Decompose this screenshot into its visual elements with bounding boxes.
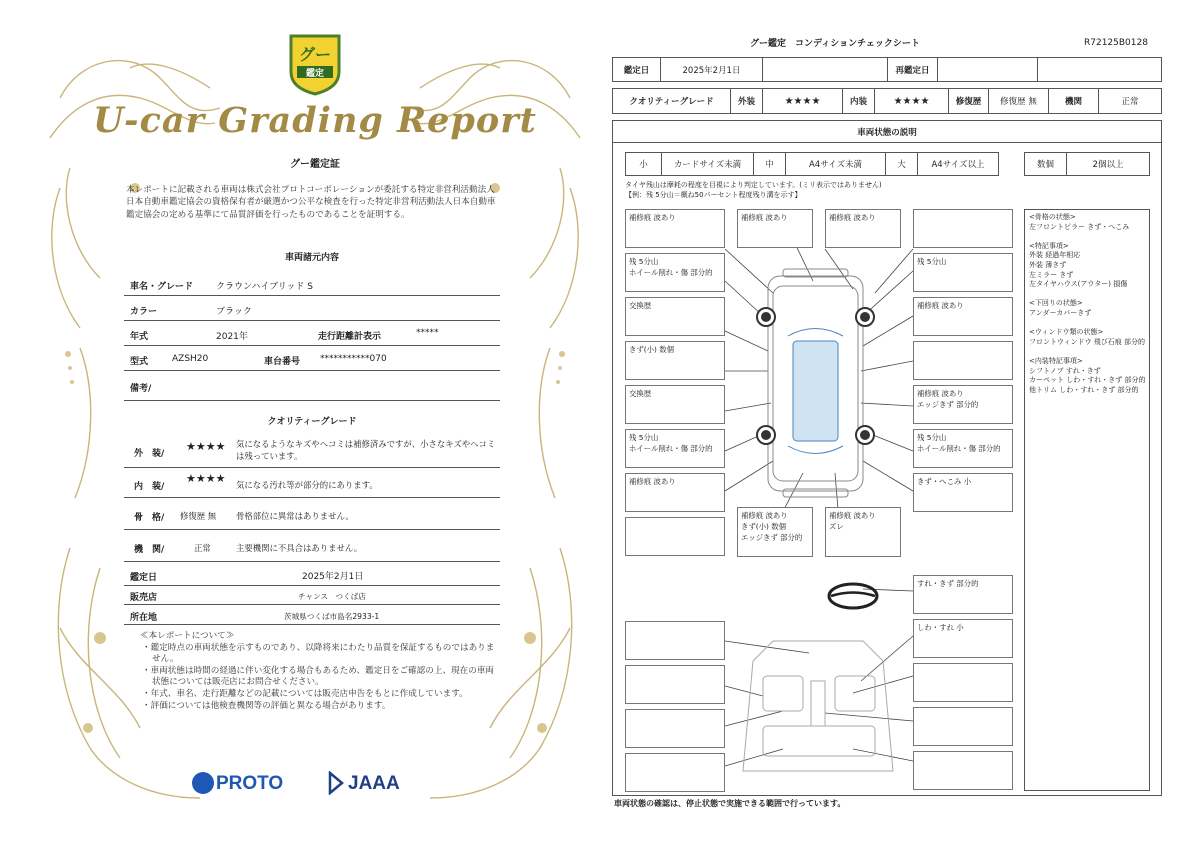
size-large: 大	[886, 153, 918, 175]
frame-text: 骨格部位に異常はありません。	[236, 511, 354, 521]
quality-grade-bar	[612, 88, 1162, 114]
size-small: 小	[626, 153, 662, 175]
appraisal-date-row	[124, 562, 500, 586]
sheet-title: グー鑑定 コンディションチェックシート	[750, 39, 920, 49]
appraisal-date-value: 2025年2月1日	[302, 572, 364, 582]
note-line: <特記事項>	[1029, 241, 1069, 250]
condition-text: 補修痕 波あり	[741, 213, 788, 222]
vehicle-label: 車名・グレード	[130, 282, 194, 292]
year-row	[124, 321, 500, 346]
condition-box	[913, 253, 1013, 292]
condition-text: 補修痕 波あり	[741, 511, 788, 520]
condition-box	[913, 707, 1013, 746]
condition-text: ホイール削れ・傷 部分的	[629, 444, 713, 453]
interior-stars: ★★★★	[186, 472, 226, 485]
exterior-text: 気になるようなキズやヘコミは補修済みですが、小さなキズやヘコミは残っています。	[236, 439, 496, 461]
note-line: 左フロントピラー きず・へこみ	[1029, 222, 1130, 231]
condition-text: 残 5分山	[917, 257, 947, 266]
condition-text: 残 5分山	[917, 433, 947, 442]
frame-value: 修復歴 無	[180, 511, 217, 521]
steering-wheel-icon	[829, 584, 877, 608]
condition-box	[913, 751, 1013, 790]
condition-box	[625, 517, 725, 556]
condition-text: 補修痕 波あり	[829, 511, 876, 520]
condition-box	[913, 429, 1013, 468]
int-stars: ★★★★	[875, 89, 949, 113]
certificate-intro: 本レポートに記載される車両は株式会社プロトコーポレーションが委託する特定非営利活動法人日本自動車鑑定協会の資格保有者が厳選かつ公平な検査を行った特定非営利活動法人日本自動車鑑定協会の定める基準にて品質評価を行ったものであることを証明する。	[126, 185, 496, 220]
special-notes-panel	[1024, 209, 1150, 791]
exterior-stars: ★★★★	[186, 440, 226, 453]
interior-label: 内 装/	[134, 482, 165, 492]
proto-logo-icon	[192, 772, 214, 794]
condition-box	[913, 619, 1013, 658]
condition-box	[913, 297, 1013, 336]
condition-text: エッジきず 部分的	[741, 533, 803, 542]
condition-box	[625, 665, 725, 704]
note-line: カーペット しわ・すれ・きず 部分的	[1029, 376, 1146, 385]
condition-text: 補修痕 波あり	[917, 301, 964, 310]
interior-row	[124, 468, 500, 498]
report-script-title: U-car Grading Report	[93, 100, 537, 141]
size-small-desc: カードサイズ未満	[662, 153, 754, 175]
condition-text: ホイール削れ・傷 部分的	[917, 444, 1001, 453]
sheet-footer: 車両状態の確認は、停止状態で実施できる範囲で行っています。	[614, 799, 846, 808]
jaaa-logo-icon	[328, 771, 344, 795]
note-line	[1029, 347, 1145, 357]
sheet-serial: R72125B0128	[1084, 38, 1148, 48]
note-line: 左ミラー きず	[1029, 270, 1074, 279]
note-item: ・年式、車名、走行距離などの記載については販売店申告をもとに作成しています。	[142, 688, 468, 699]
size-mid: 中	[754, 153, 786, 175]
condition-box	[913, 663, 1013, 702]
spec-section-title: 車両諸元内容	[284, 253, 339, 263]
report-notes	[140, 631, 500, 712]
note-line: <ウィンドウ類の状態>	[1029, 328, 1104, 337]
svg-text:グー: グー	[298, 45, 332, 64]
condition-box	[913, 473, 1013, 512]
interior-text: 気になる汚れ等が部分的にあります。	[236, 480, 378, 490]
condition-text: 補修痕 波あり	[629, 213, 676, 222]
tire-note-2: 【例：残 5分山＝概ね50パーセント程度残り溝を示す】	[625, 191, 802, 199]
engine-value-cell: 正常	[1121, 97, 1139, 107]
grading-certificate	[40, 28, 590, 828]
condition-box	[737, 209, 813, 248]
note-line: <骨格の状態>	[1029, 213, 1076, 221]
condition-check-sheet	[612, 30, 1164, 820]
condition-text: すれ・きず 部分的	[917, 579, 979, 588]
model-row	[124, 346, 500, 371]
note-item: ・鑑定時点の車両状態を示すものであり、以降将来にわたり品質を保証するものではありません。	[142, 642, 495, 665]
tire-note-1: タイヤ残山は摩耗の程度を目視により判定しています。(ミリ表示ではありません)	[625, 181, 882, 189]
sheet-date-label: 鑑定日	[613, 58, 661, 81]
count-value: 2個以上	[1092, 160, 1124, 170]
condition-box	[825, 507, 901, 557]
size-mid-desc: A4サイズ未満	[786, 153, 886, 175]
engine-text: 主要機関に不具合はありません。	[236, 543, 363, 553]
condition-box	[625, 429, 725, 468]
mileage-label: 走行距離計表示	[318, 332, 382, 342]
vehicle-value: クラウンハイブリッド S	[216, 282, 313, 292]
certificate-title: グー鑑定証	[290, 159, 340, 170]
grade-section-title: クオリティーグレード	[267, 417, 357, 427]
condition-text: ホイール削れ・傷 部分的	[629, 268, 713, 277]
exterior-row	[124, 432, 500, 468]
note-item: ・車両状態は時間の経過に伴い変化する場合もあるため、鑑定日をご確認の上、現在の車両状態については販売店にお問合せください。	[142, 665, 495, 688]
note-line	[1029, 290, 1145, 300]
chassis-value: ***********070	[320, 354, 387, 364]
condition-box	[913, 341, 1013, 380]
condition-box	[913, 575, 1013, 614]
chassis-label: 車台番号	[264, 357, 301, 367]
mileage-value: *****	[416, 328, 439, 338]
condition-box	[625, 709, 725, 748]
condition-text: 補修痕 波あり	[829, 213, 876, 222]
note-line	[1029, 319, 1145, 329]
condition-text: きず(小) 数個	[629, 345, 675, 354]
color-row	[124, 296, 500, 321]
note-line: 他トリム しわ・すれ・きず 部分的	[1029, 385, 1139, 394]
note-line: 外装 経過年相応	[1029, 251, 1081, 260]
location-row	[124, 605, 500, 625]
note-line: 外装 薄きず	[1029, 260, 1067, 269]
location-value: 茨城県つくば市島名2933-1	[284, 612, 380, 621]
note-line: <内装特記事項>	[1029, 356, 1083, 365]
jaaa-brand: JAAA	[348, 773, 400, 794]
repair-value: 修復歴 無	[989, 89, 1049, 113]
condition-box	[825, 209, 901, 248]
year-label: 年式	[130, 332, 149, 342]
condition-text: 交換歴	[629, 301, 652, 310]
color-label: カラー	[130, 307, 158, 317]
ext-label: 外装	[731, 89, 763, 113]
proto-brand: PROTO	[216, 773, 284, 794]
color-value: ブラック	[216, 307, 252, 317]
year-value: 2021年	[216, 332, 248, 342]
ext-stars: ★★★★	[763, 89, 843, 113]
condition-text: 補修痕 波あり	[917, 389, 964, 398]
condition-text: 残 5分山	[629, 433, 659, 442]
note-line: <下回りの状態>	[1029, 299, 1083, 308]
condition-box	[737, 507, 813, 557]
shop-label: 販売店	[130, 593, 158, 603]
appraisal-date-label: 鑑定日	[130, 573, 158, 583]
goo-appraisal-badge	[285, 32, 345, 96]
appraisal-date-bar	[612, 57, 1162, 82]
condition-text: きず・へこみ 小	[917, 477, 972, 486]
condition-text: 残 5分山	[629, 257, 659, 266]
notes-title: ≪本レポートについて≫	[140, 631, 235, 641]
remarks-row	[124, 371, 500, 401]
condition-text: エッジきず 部分的	[917, 400, 979, 409]
vehicle-row	[124, 271, 500, 296]
svg-text:鑑定: 鑑定	[305, 69, 325, 79]
engine-row	[124, 530, 500, 562]
engine-value: 正常	[194, 543, 211, 553]
condition-box	[625, 209, 725, 248]
condition-box	[625, 341, 725, 380]
shop-row	[124, 586, 500, 605]
condition-box	[625, 253, 725, 292]
condition-text: 補修痕 波あり	[629, 477, 676, 486]
condition-text: ズレ	[829, 522, 844, 531]
condition-text: しわ・すれ 小	[917, 623, 964, 632]
condition-box	[625, 753, 725, 792]
note-line: シフトノブ すれ・きず	[1029, 366, 1101, 375]
qg-label: クオリティーグレード	[613, 89, 731, 113]
note-line	[1029, 232, 1145, 242]
note-line: フロントウィンドウ 飛び石痕 部分的	[1029, 337, 1146, 346]
model-value: AZSH20	[172, 354, 209, 364]
remarks-label: 備考/	[130, 384, 152, 394]
model-label: 型式	[130, 357, 149, 367]
recheck-value	[938, 58, 1038, 81]
exterior-label: 外 装/	[134, 449, 165, 459]
condition-title: 車両状態の説明	[613, 121, 1161, 143]
note-line: 左タイヤハウス(アウター) 損傷	[1029, 280, 1128, 289]
condition-panel	[612, 120, 1162, 796]
engine-label-cell: 機関	[1049, 89, 1099, 113]
condition-box	[913, 385, 1013, 424]
size-large-desc: A4サイズ以上	[931, 160, 985, 170]
condition-box	[625, 385, 725, 424]
blank-cell	[763, 58, 888, 81]
recheck-label: 再鑑定日	[888, 58, 938, 81]
condition-box	[625, 297, 725, 336]
engine-label: 機 関/	[134, 545, 165, 555]
repair-label: 修復歴	[949, 89, 989, 113]
condition-text: きず(小) 数個	[741, 522, 787, 531]
condition-box	[913, 209, 1013, 248]
frame-row	[124, 498, 500, 530]
int-label: 内装	[843, 89, 875, 113]
condition-text: 交換歴	[629, 389, 652, 398]
count-label: 数個	[1025, 153, 1067, 175]
note-item: ・評価については他検査機関等の評価と異なる場合があります。	[142, 700, 391, 711]
location-label: 所在地	[130, 613, 158, 623]
note-line: アンダーカバーきず	[1029, 308, 1092, 317]
condition-box	[625, 473, 725, 512]
shop-value: チャンス つくば店	[298, 592, 366, 601]
frame-label: 骨 格/	[134, 513, 165, 523]
sheet-date-value: 2025年2月1日	[661, 58, 763, 81]
condition-box	[625, 621, 725, 660]
